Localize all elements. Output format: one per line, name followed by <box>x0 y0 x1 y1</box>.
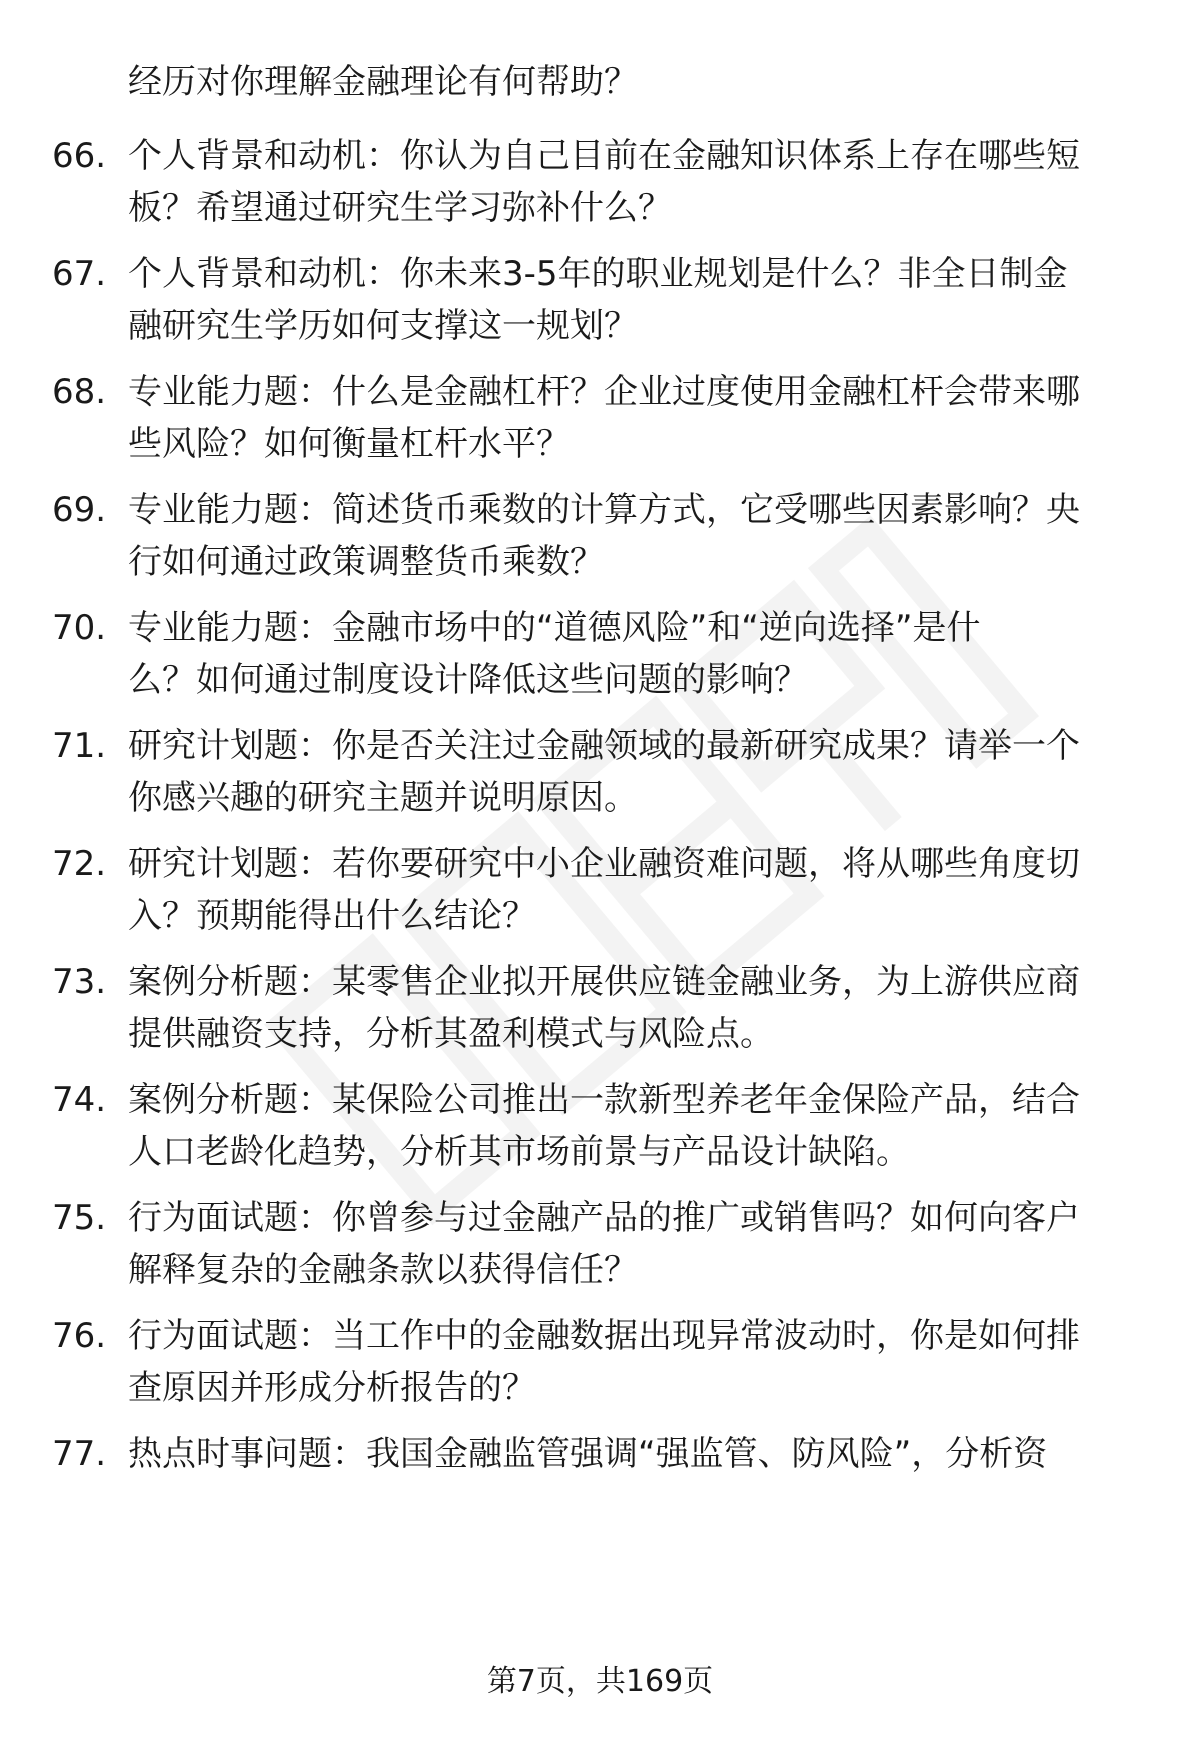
question-number: 73. <box>52 962 107 1002</box>
question-text-line: 些风险？如何衡量杠杆水平？ <box>128 424 570 464</box>
question-text <box>128 720 1138 824</box>
question-text-line: 研究计划题：你是否关注过金融领域的最新研究成果？请举一个 <box>128 726 1080 766</box>
question-text-line: 人口老龄化趋势，分析其市场前景与产品设计缺陷。 <box>128 1132 910 1172</box>
question-text <box>128 1074 1138 1178</box>
question-text-line: 融研究生学历如何支撑这一规划？ <box>128 306 638 346</box>
question-number: 71. <box>52 726 107 766</box>
question-text-line: 解释复杂的金融条款以获得信任？ <box>128 1250 638 1290</box>
question-text <box>128 838 1138 942</box>
question-number: 77. <box>52 1434 107 1474</box>
question-number: 67. <box>52 254 107 294</box>
question-text-line: 查原因并形成分析报告的？ <box>128 1368 536 1408</box>
question-text <box>128 248 1138 352</box>
question-number: 70. <box>52 608 107 648</box>
question-text-line: 行如何通过政策调整货币乘数？ <box>128 542 604 582</box>
question-text-line: 入？预期能得出什么结论？ <box>128 896 536 936</box>
question-text-line: 你感兴趣的研究主题并说明原因。 <box>128 778 638 818</box>
question-text <box>128 366 1138 470</box>
question-text-line: 行为面试题：你曾参与过金融产品的推广或销售吗？如何向客户 <box>128 1198 1080 1238</box>
question-text-line: 个人背景和动机：你未来3-5年的职业规划是什么？非全日制金 <box>128 254 1068 294</box>
question-text-line: 案例分析题：某保险公司推出一款新型养老年金保险产品，结合 <box>128 1080 1080 1120</box>
question-number: 72. <box>52 844 107 884</box>
question-number: 68. <box>52 372 107 412</box>
question-text <box>128 1428 1138 1480</box>
question-text-line: 么？如何通过制度设计降低这些问题的影响？ <box>128 660 808 700</box>
question-number: 69. <box>52 490 107 530</box>
question-text <box>128 1192 1138 1296</box>
question-text-line: 专业能力题：简述货币乘数的计算方式，它受哪些因素影响？央 <box>128 490 1080 530</box>
question-text-line: 专业能力题：什么是金融杠杆？企业过度使用金融杠杆会带来哪 <box>128 372 1080 412</box>
continuation-line: 经历对你理解金融理论有何帮助？ <box>128 62 638 102</box>
question-text-line: 提供融资支持，分析其盈利模式与风险点。 <box>128 1014 774 1054</box>
question-text <box>128 1310 1138 1414</box>
question-number: 74. <box>52 1080 107 1120</box>
question-text-line: 案例分析题：某零售企业拟开展供应链金融业务，为上游供应商 <box>128 962 1080 1002</box>
question-text-line: 专业能力题：金融市场中的“道德风险”和“逆向选择”是什 <box>128 608 981 648</box>
question-text-line: 研究计划题：若你要研究中小企业融资难问题，将从哪些角度切 <box>128 844 1080 884</box>
question-text <box>128 602 1138 706</box>
page-footer: 第7页，共169页 <box>486 1664 714 1699</box>
question-text <box>128 484 1138 588</box>
question-text-line: 板？希望通过研究生学习弥补什么？ <box>128 188 672 228</box>
question-text <box>128 130 1138 234</box>
question-text-line: 热点时事问题：我国金融监管强调“强监管、防风险”，分析资 <box>128 1434 1048 1474</box>
question-text <box>128 956 1138 1060</box>
question-number: 75. <box>52 1198 107 1238</box>
question-number: 66. <box>52 136 107 176</box>
question-text-line: 个人背景和动机：你认为自己目前在金融知识体系上存在哪些短 <box>128 136 1080 176</box>
question-number: 76. <box>52 1316 107 1356</box>
question-text-line: 行为面试题：当工作中的金融数据出现异常波动时，你是如何排 <box>128 1316 1080 1356</box>
